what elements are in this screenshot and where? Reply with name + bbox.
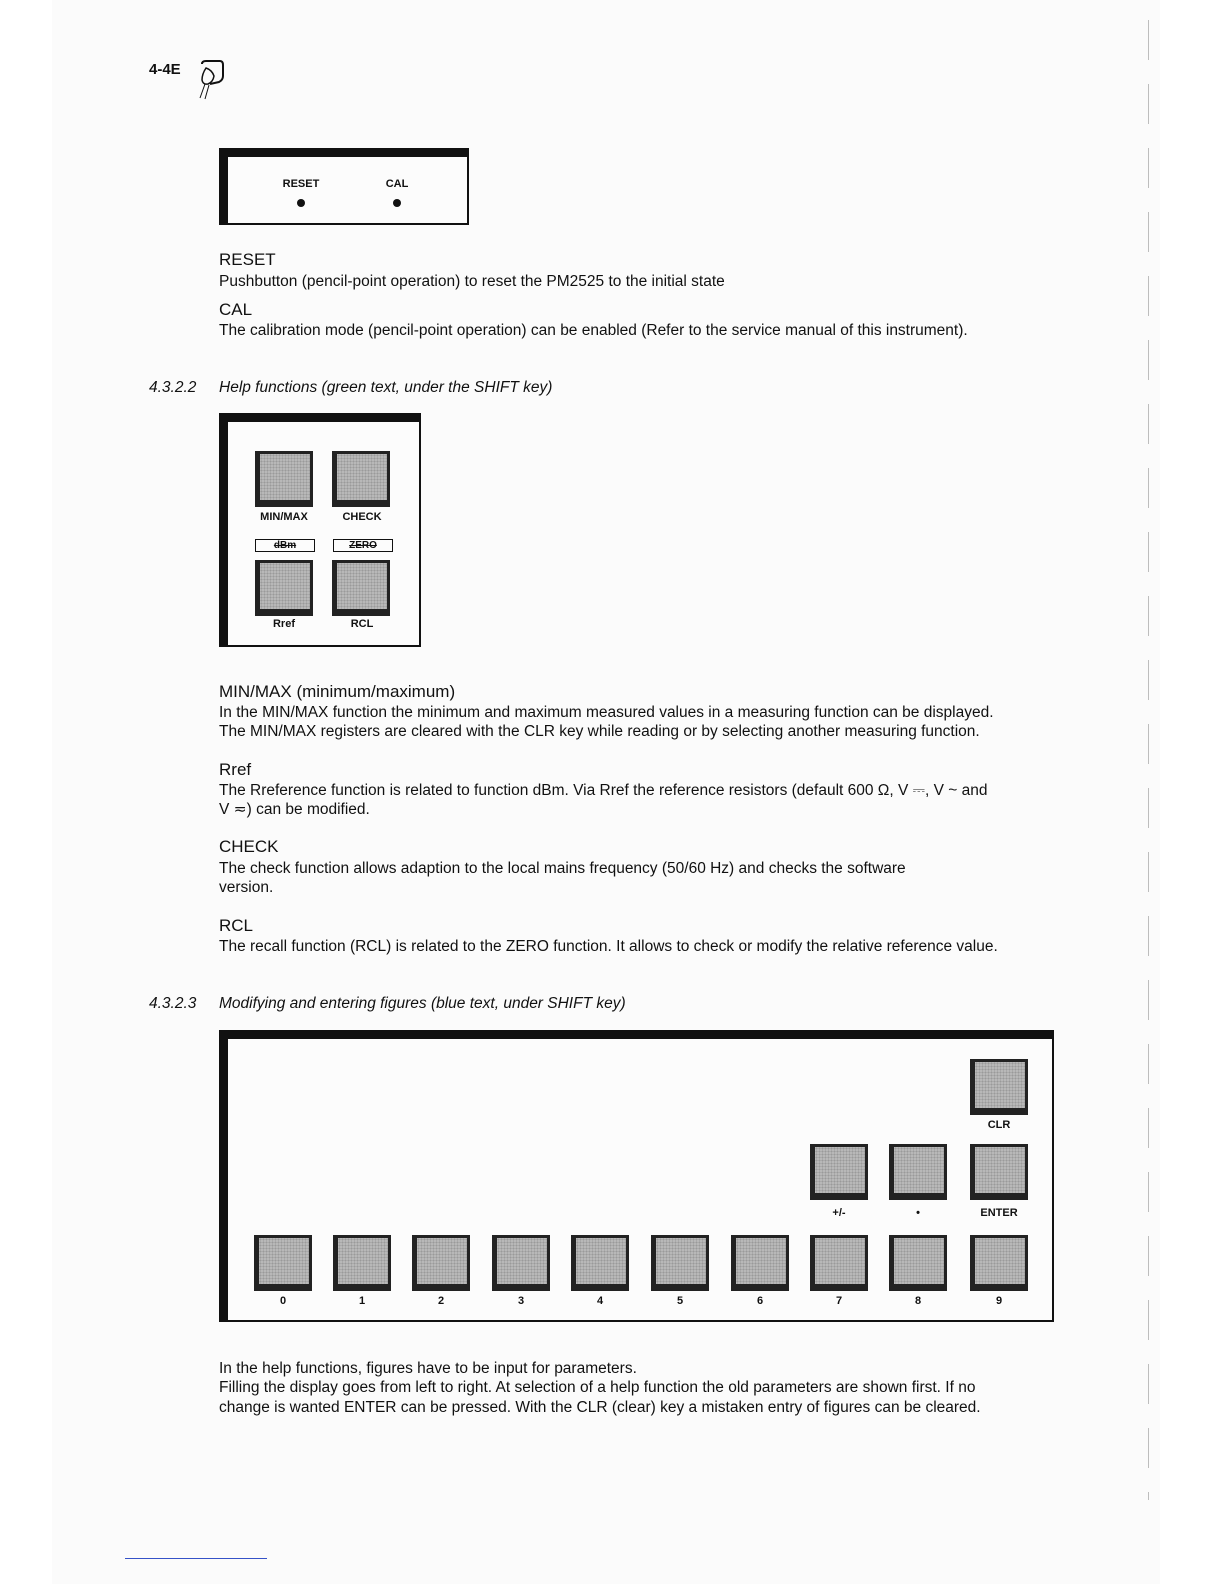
point-key[interactable]	[889, 1144, 947, 1200]
check-line1: The check function allows adaption to the local mains frequency (50/60 Hz) and checks the software	[219, 860, 906, 877]
digit-label-5: 5	[676, 1295, 684, 1307]
clr-label: CLR	[987, 1119, 1011, 1131]
rref-line2: V ≂) can be modified.	[219, 801, 370, 818]
section-number-4322: 4.3.2.2	[149, 379, 197, 396]
page-number: 4-4E	[149, 61, 181, 78]
binding-edge-marks	[1148, 20, 1149, 1500]
minmax-label: MIN/MAX	[260, 511, 308, 523]
minmax-line2: The MIN/MAX registers are cleared with the CLR key while reading or by selecting another measuring function.	[219, 723, 980, 740]
digit-key-1[interactable]	[333, 1235, 391, 1291]
digit-key-7[interactable]	[810, 1235, 868, 1291]
enter-label: ENTER	[980, 1207, 1018, 1219]
digit-key-2[interactable]	[412, 1235, 470, 1291]
digit-label-9: 9	[995, 1295, 1003, 1307]
rref-title: Rref	[219, 760, 252, 779]
digit-label-4: 4	[596, 1295, 604, 1307]
cal-desc: The calibration mode (pencil-point operation) can be enabled (Refer to the service manual of this instrument).	[219, 322, 968, 339]
cal-label: CAL	[385, 178, 409, 190]
check-label: CHECK	[342, 511, 382, 523]
reset-desc: Pushbutton (pencil-point operation) to reset the PM2525 to the initial state	[219, 273, 725, 290]
reset-button[interactable]	[297, 199, 305, 207]
rref-label: Rref	[272, 618, 295, 630]
point-label: •	[916, 1207, 920, 1219]
plusminus-key[interactable]	[810, 1144, 868, 1200]
reset-title: RESET	[219, 250, 276, 269]
dbm-label: dBm	[255, 539, 315, 552]
clr-key[interactable]	[970, 1059, 1028, 1115]
digit-key-5[interactable]	[651, 1235, 709, 1291]
rref-key[interactable]	[255, 560, 313, 616]
digit-label-7: 7	[835, 1295, 843, 1307]
digit-key-3[interactable]	[492, 1235, 550, 1291]
zero-label: ZERO	[333, 539, 393, 552]
reset-cal-panel	[219, 148, 469, 225]
pencil-hand-icon	[196, 58, 228, 102]
check-line2: version.	[219, 879, 274, 896]
bottom-rule	[125, 1558, 267, 1559]
rcl-title: RCL	[219, 916, 254, 935]
minmax-line1: In the MIN/MAX function the minimum and maximum measured values in a measuring function can be displayed.	[219, 704, 994, 721]
plusminus-label: +/-	[832, 1207, 846, 1219]
check-key[interactable]	[332, 451, 390, 507]
minmax-key[interactable]	[255, 451, 313, 507]
keypad-panel	[219, 1030, 1054, 1322]
rref-line1: The Rreference function is related to function dBm. Via Rref the reference resistors (default 600 Ω, V ⎓, V ~ and	[219, 782, 988, 799]
closing-line2: Filling the display goes from left to right. At selection of a help function the old parameters are shown first. If no	[219, 1379, 976, 1396]
digit-label-2: 2	[437, 1295, 445, 1307]
digit-label-8: 8	[914, 1295, 922, 1307]
reset-label: RESET	[282, 178, 320, 190]
section-title-4322: Help functions (green text, under the SHIFT key)	[219, 379, 553, 396]
help-functions-panel	[219, 413, 421, 647]
digit-label-6: 6	[756, 1295, 764, 1307]
cal-button[interactable]	[393, 199, 401, 207]
cal-title: CAL	[219, 300, 253, 319]
digit-key-0[interactable]	[254, 1235, 312, 1291]
closing-line3: change is wanted ENTER can be pressed. With the CLR (clear) key a mistaken entry of figures can be cleared.	[219, 1399, 981, 1416]
digit-key-6[interactable]	[731, 1235, 789, 1291]
check-title: CHECK	[219, 837, 279, 856]
digit-key-8[interactable]	[889, 1235, 947, 1291]
digit-label-3: 3	[517, 1295, 525, 1307]
rcl-key[interactable]	[332, 560, 390, 616]
digit-label-1: 1	[358, 1295, 366, 1307]
section-number-4323: 4.3.2.3	[149, 995, 197, 1012]
minmax-title: MIN/MAX (minimum/maximum)	[219, 682, 456, 701]
enter-key[interactable]	[970, 1144, 1028, 1200]
digit-key-9[interactable]	[970, 1235, 1028, 1291]
rcl-label: RCL	[350, 618, 374, 630]
closing-line1: In the help functions, figures have to be input for parameters.	[219, 1360, 637, 1377]
section-title-4323: Modifying and entering figures (blue text, under SHIFT key)	[219, 995, 626, 1012]
digit-key-4[interactable]	[571, 1235, 629, 1291]
rcl-line1: The recall function (RCL) is related to the ZERO function. It allows to check or modify the relative reference value.	[219, 938, 998, 955]
digit-label-0: 0	[279, 1295, 287, 1307]
